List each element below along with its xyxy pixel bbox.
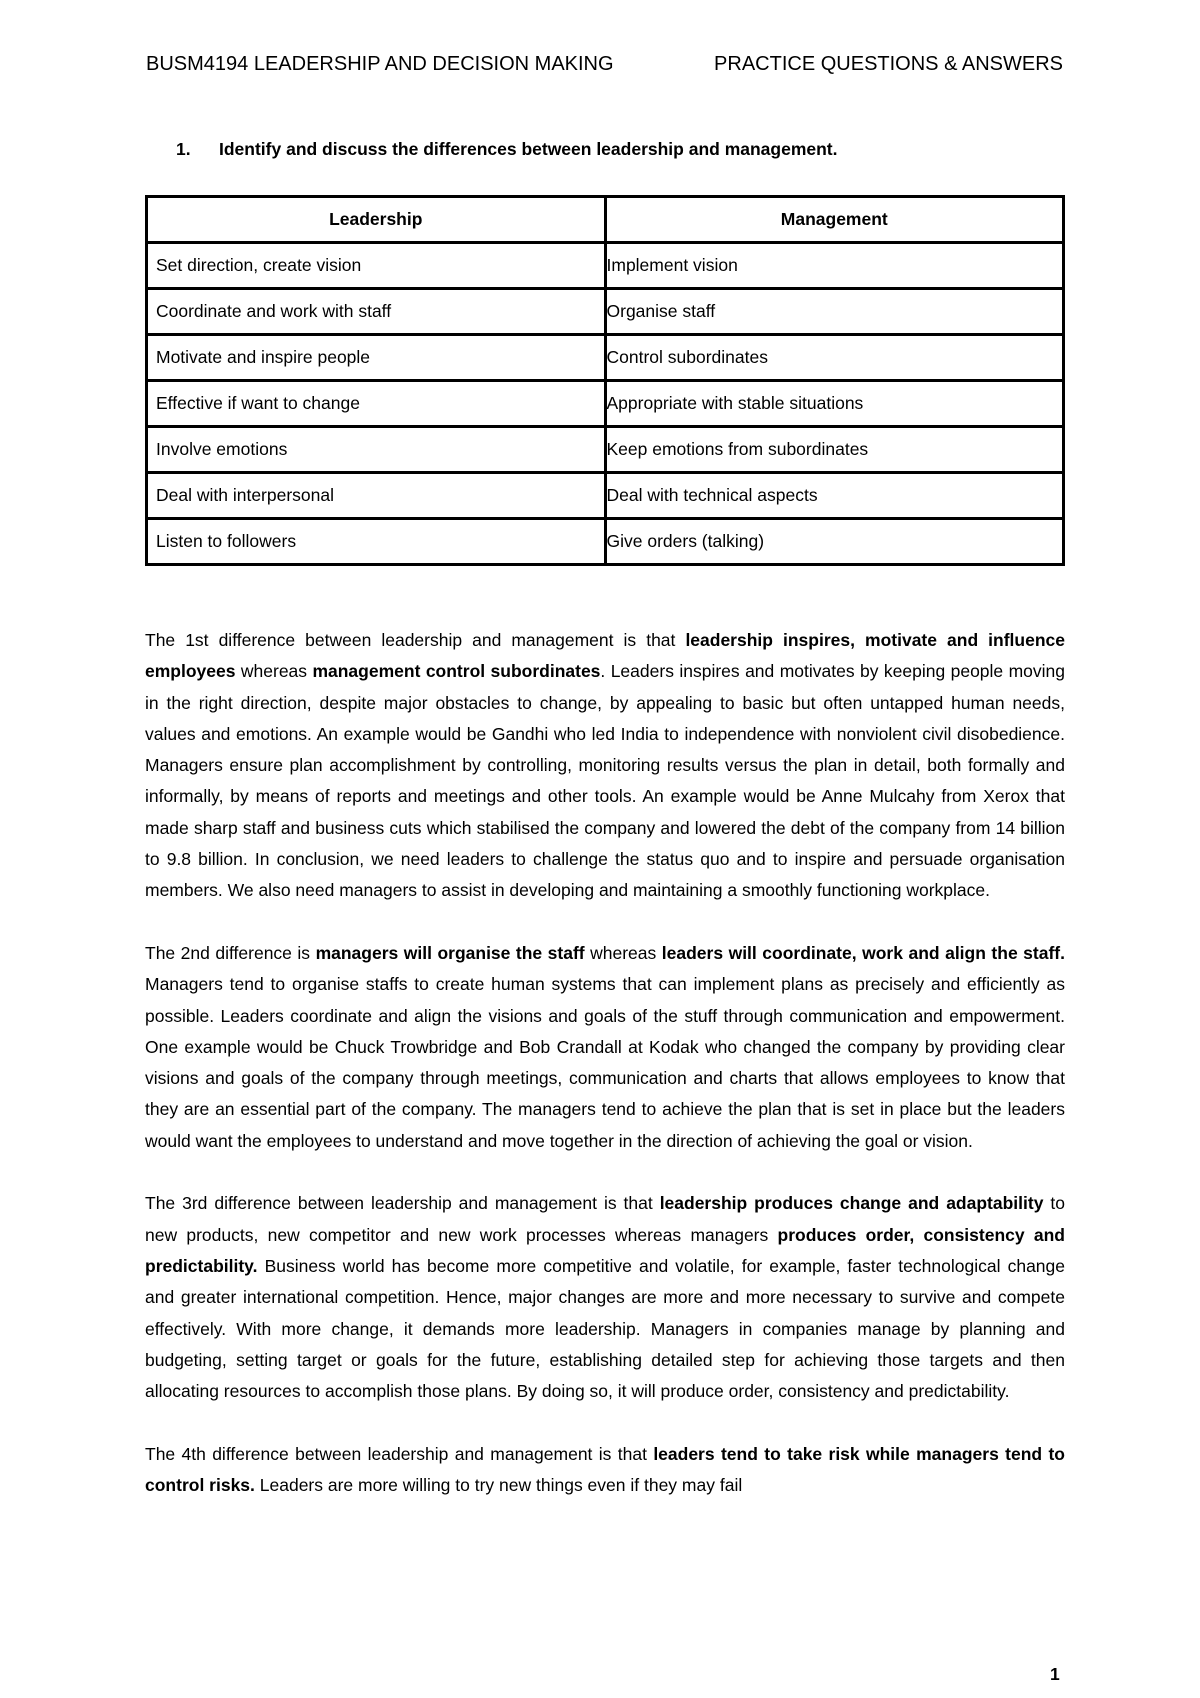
- emphasis-text: leaders tend to take risk while managers tend to control risks.: [145, 1443, 1065, 1496]
- table-row: [147, 519, 1064, 565]
- management-cell: Deal with technical aspects: [605, 473, 1064, 519]
- table-row: [147, 289, 1064, 335]
- column-header-management: Management: [605, 197, 1064, 243]
- table-row: [147, 243, 1064, 289]
- leadership-cell: Coordinate and work with staff: [147, 289, 606, 335]
- table-header-row: [147, 197, 1064, 243]
- emphasis-text: produces order, consistency and predictability.: [145, 1224, 1065, 1276]
- leadership-cell: Set direction, create vision: [147, 243, 606, 289]
- table-row: [147, 335, 1064, 381]
- leadership-cell: Listen to followers: [147, 519, 606, 565]
- leadership-cell: Motivate and inspire people: [147, 335, 606, 381]
- leadership-cell: Deal with interpersonal: [147, 473, 606, 519]
- paragraph-text: Business world has become more competitive and volatile, for example, faster technological change and greater international competition. Hence, major changes are more and more necessary to survive and compete effectively. With more change, it demands more leadership. Managers in companies manage by planning and budgeting, setting target or goals for the future, establishing detailed step for achieving those targets and then allocating resources to accomplish those plans. By doing so, it will produce order, consistency and predictability.: [145, 1255, 1065, 1402]
- page-number: 1: [1050, 1664, 1060, 1684]
- leadership-cell: Involve emotions: [147, 427, 606, 473]
- comparison-table: [145, 195, 1065, 566]
- management-cell: Give orders (talking): [605, 519, 1064, 565]
- emphasis-text: leadership inspires, motivate and influence employees: [145, 630, 1065, 682]
- emphasis-text: managers will organise the staff: [315, 942, 585, 963]
- column-header-leadership: Leadership: [147, 197, 606, 243]
- table-row: [147, 427, 1064, 473]
- table-row: [147, 473, 1064, 519]
- paragraph-text: whereas: [235, 661, 313, 682]
- question-heading: [176, 136, 838, 162]
- management-cell: Control subordinates: [605, 335, 1064, 381]
- emphasis-text: management control subordinates: [312, 661, 601, 682]
- answer-body: [145, 625, 1065, 1533]
- leadership-cell: Effective if want to change: [147, 381, 606, 427]
- paragraph-text: The 2nd difference is: [145, 942, 316, 963]
- paragraph-difference-3: [145, 1188, 1065, 1407]
- management-cell: Organise staff: [605, 289, 1064, 335]
- table-row: [147, 381, 1064, 427]
- question-text: Identify and discuss the differences between leadership and management.: [219, 139, 838, 159]
- paragraph-text: to new products, new competitor and new work processes whereas managers: [145, 1193, 1065, 1245]
- paragraph-text: The 1st difference between leadership and management is that: [145, 630, 686, 650]
- paragraph-text: The 3rd difference between leadership and management is that: [145, 1193, 660, 1214]
- paragraph-difference-4: [145, 1439, 1065, 1502]
- management-cell: Appropriate with stable situations: [605, 381, 1064, 427]
- paragraph-text: whereas: [584, 942, 662, 963]
- paragraph-text: Leaders are more willing to try new things even if they may fail: [254, 1475, 743, 1496]
- paragraph-difference-1: [145, 625, 1065, 907]
- question-number: 1.: [176, 139, 191, 159]
- management-cell: Keep emotions from subordinates: [605, 427, 1064, 473]
- paragraph-difference-2: [145, 938, 1065, 1157]
- paragraph-text: The 4th difference between leadership and management is that: [145, 1443, 654, 1464]
- page-header: [146, 50, 1063, 78]
- paragraph-text: Managers tend to organise staffs to create human systems that can implement plans as precisely and efficiently as possible. Leaders coordinate and align the visions and goals of the stuff through communication and empowerment. One example would be Chuck Trowbridge and Bob Crandall at Kodak who changed the company by providing clear visions and goals of the company through meetings, communication and charts that allows employees to know that they are an essential part of the company. The managers tend to achieve the plan that is set in place but the leaders would want the employees to understand and move together in the direction of achieving the goal or vision.: [145, 974, 1065, 1151]
- emphasis-text: leaders will coordinate, work and align the staff.: [661, 942, 1065, 963]
- management-cell: Implement vision: [605, 243, 1064, 289]
- emphasis-text: leadership produces change and adaptability: [659, 1193, 1044, 1214]
- document-type: PRACTICE QUESTIONS & ANSWERS: [714, 53, 1063, 75]
- paragraph-text: . Leaders inspires and motivates by keeping people moving in the right direction, despite major obstacles to change, by appealing to basic but often untapped human needs, values and emotions. An example would be Gandhi who led India to independence with nonviolent civil disobedience. Managers ensure plan accomplishment by controlling, monitoring results versus the plan in detail, both formally and informally, by means of reports and meetings and other tools. An example would be Anne Mulcahy from Xerox that made sharp staff and business cuts which stabilised the company and lowered the debt of the company from 14 billion to 9.8 billion. In conclusion, we need leaders to challenge the status quo and to inspire and persuade organisation members. We also need managers to assist in developing and maintaining a smoothly functioning workplace.: [145, 661, 1065, 901]
- course-title: BUSM4194 LEADERSHIP AND DECISION MAKING: [146, 53, 614, 75]
